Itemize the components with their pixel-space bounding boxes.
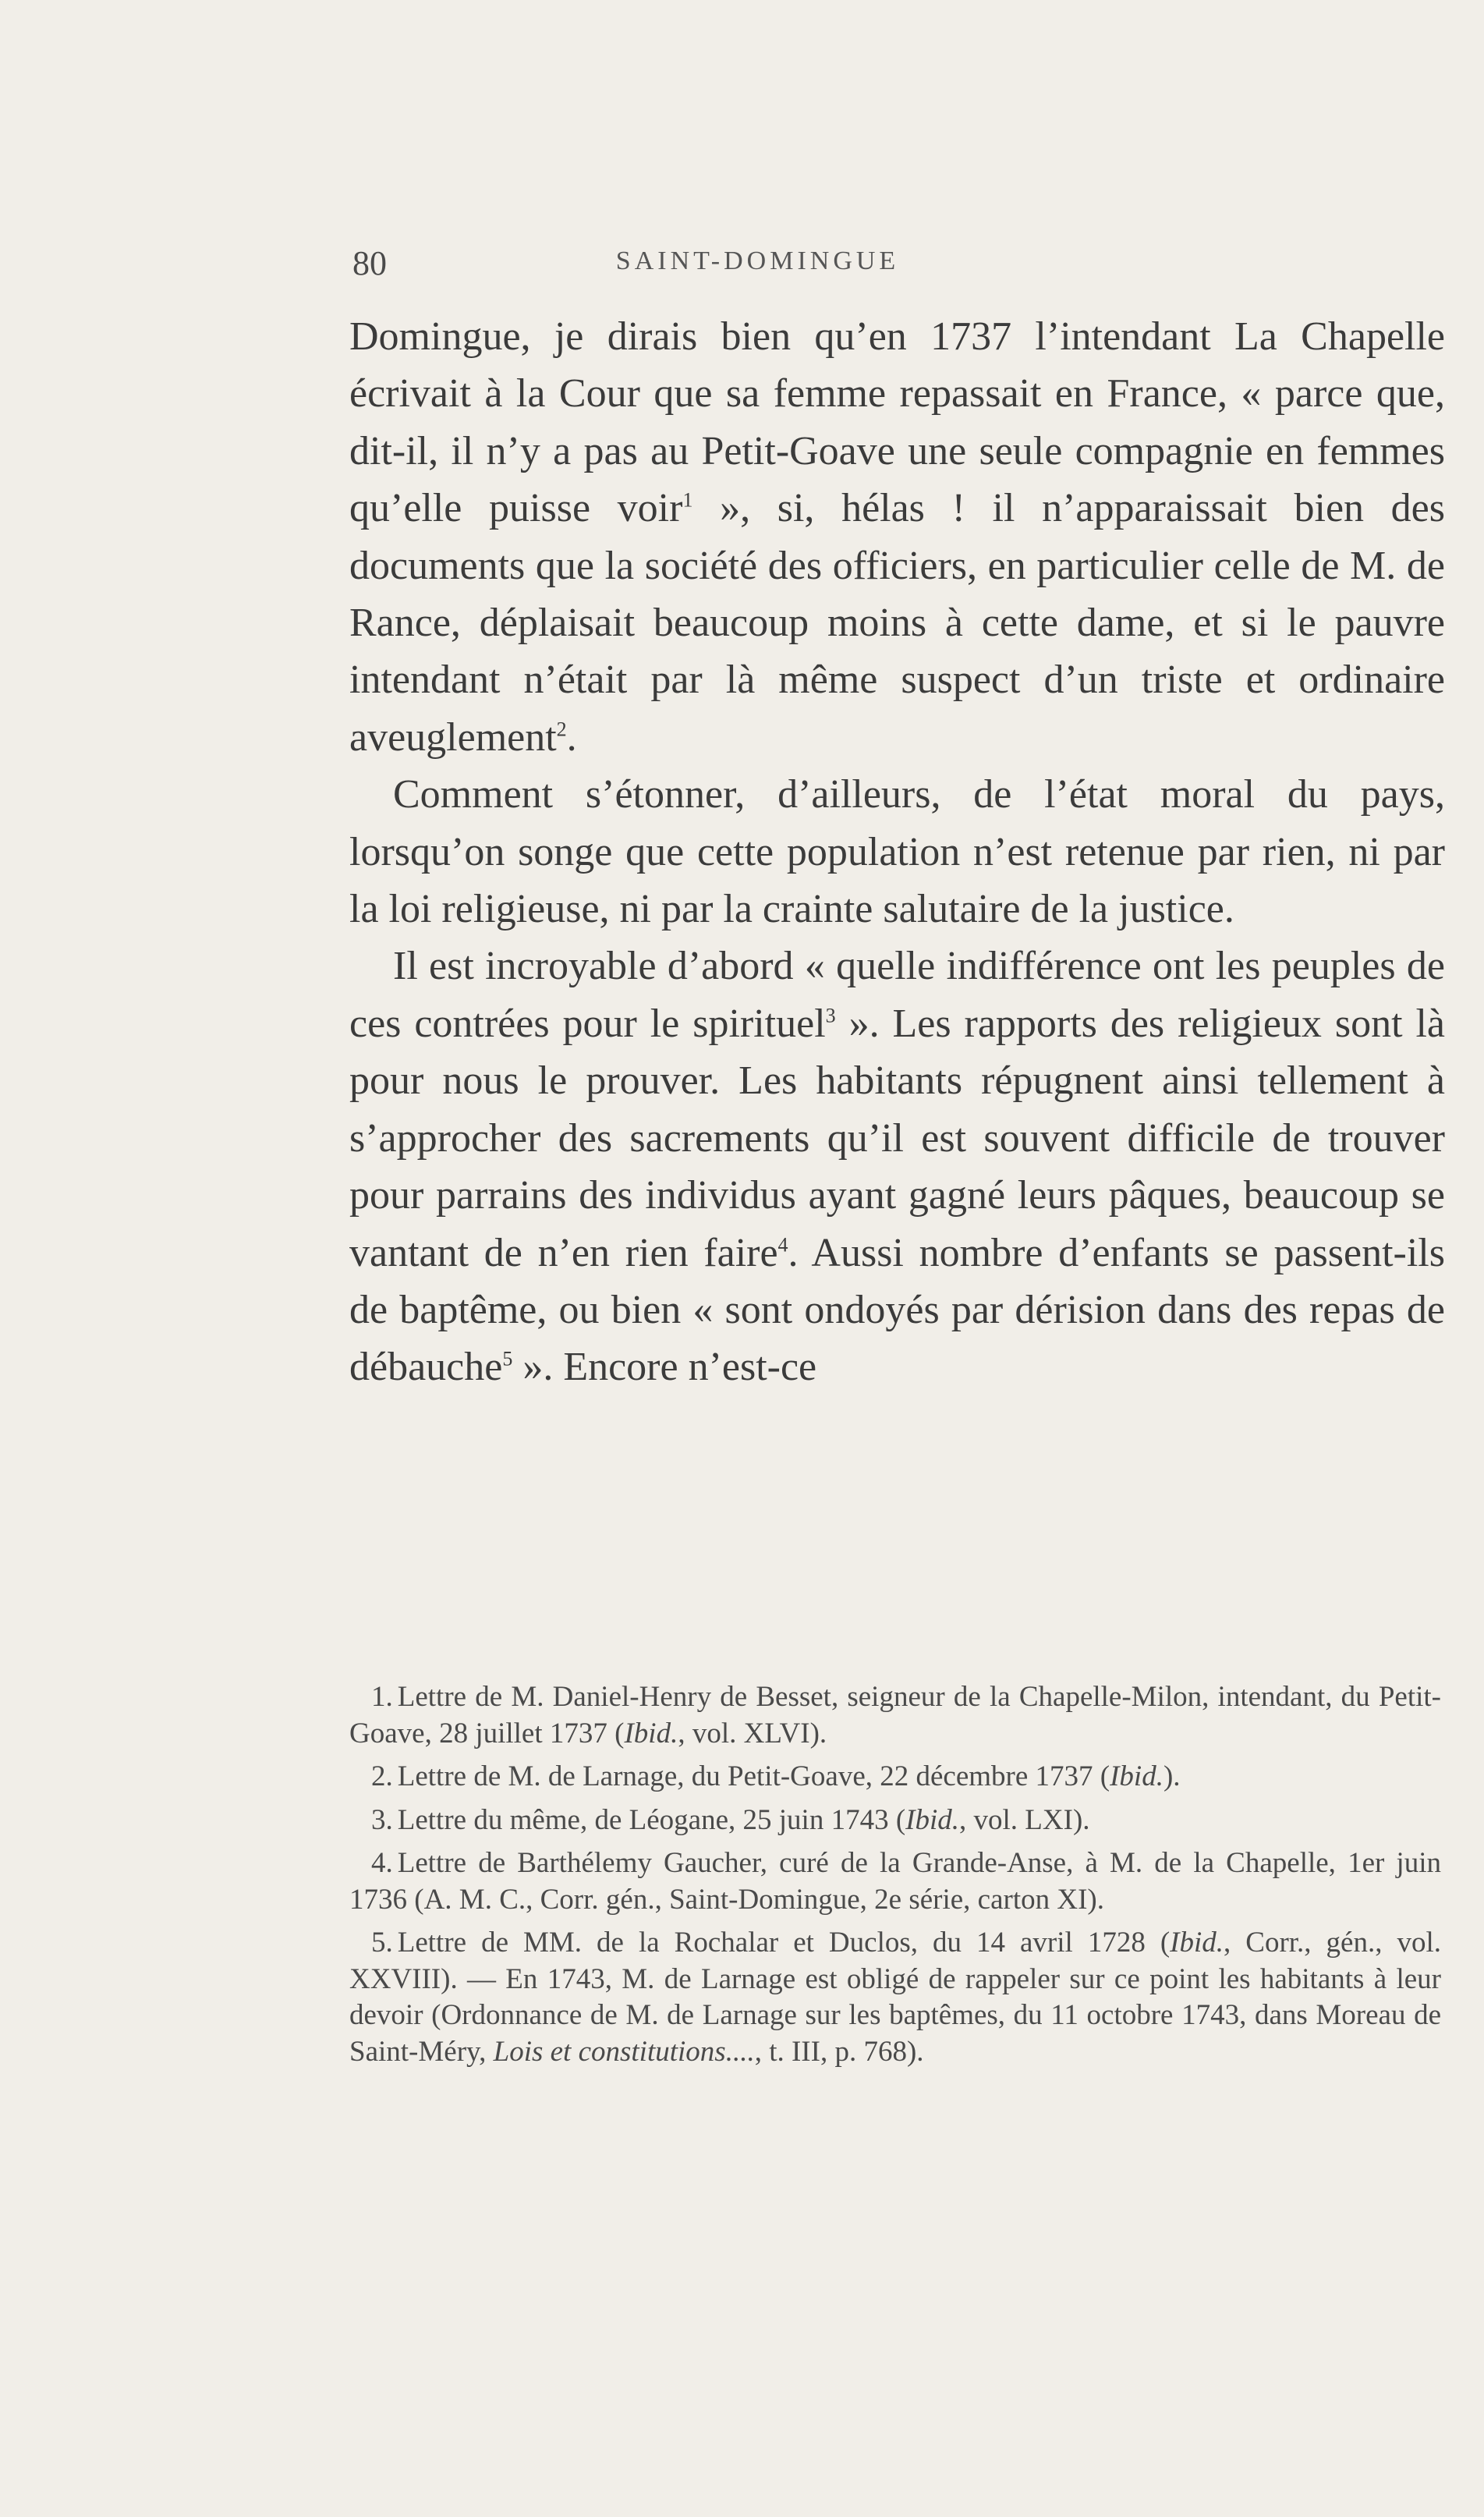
footnote-number: 1. — [371, 1681, 393, 1713]
page-header — [352, 243, 1397, 282]
footnote-text: , Corr., gén., vol. XXVIII). — En 1743, M. de Larnage est obligé de rappeler sur ce point les habitants à leur devoir (Ordonnance de M. de Larnage sur les baptêmes, du 11 octobre 1743, dans Moreau de Saint-Méry, — [349, 1927, 1442, 2068]
footnote-italic-text: Lois et constitutions.... — [493, 2035, 755, 2068]
footnote-reference: 3 — [825, 1004, 836, 1027]
footnote — [349, 1925, 1441, 2070]
footnote-italic-text: Ibid. — [1110, 1760, 1163, 1792]
footnote-text: Lettre de Barthélemy Gaucher, curé de la Grande-Anse, à M. de la Chapelle, 1er juin 1736 (A. M. C., Corr. gén., Saint-Domingue, 2e série, carton XI). — [349, 1847, 1441, 1916]
footnote-reference: 1 — [682, 488, 693, 512]
footnote-italic-text: Ibid. — [624, 1717, 678, 1749]
paragraph-text: . Aussi nombre d’enfants se passent-ils de baptême, ou bien « sont ondoyés par dérision dans des repas de débauche — [349, 1230, 1445, 1390]
footnote-text: Lettre de M. Daniel-Henry de Besset, seigneur de la Chapelle-Milon, intendant, du Petit-Goave, 28 juillet 1737 ( — [349, 1681, 1441, 1749]
footnote — [349, 1803, 1441, 1839]
body-paragraph — [349, 938, 1445, 1395]
footnote — [349, 1679, 1441, 1752]
paragraph-text: Domingue, je dirais bien qu’en 1737 l’intendant La Chapelle écrivait à la Cour que sa femme repassait en France, « parce que, dit-il, il n’y a pas au Petit-Goave une seule compagnie en femmes qu’elle puisse voir — [349, 314, 1445, 531]
footnote-text: Lettre de MM. de la Rochalar et Duclos, du 14 avril 1728 ( — [397, 1927, 1171, 1959]
footnote-text: , vol. LXI). — [959, 1803, 1090, 1836]
footnote-italic-text: Ibid. — [1170, 1927, 1224, 1959]
footnote-text: , vol. XLVI). — [678, 1717, 827, 1749]
footnote-number: 5. — [371, 1927, 393, 1959]
footnote — [349, 1759, 1441, 1796]
body-paragraph — [349, 308, 1445, 766]
paragraph-text: Il est incroyable d’abord « quelle indifférence ont les peuples de ces contrées pour le spirituel — [349, 944, 1445, 1046]
paragraph-text: ». Encore n’est-ce — [512, 1345, 817, 1390]
footnote-text: Lettre de M. de Larnage, du Petit-Goave, 22 décembre 1737 ( — [397, 1760, 1110, 1792]
paragraph-text: ». Les rapports des religieux sont là pour nous le prouver. Les habitants répugnent ainsi tellement à s’approcher des sacrements qu’il est souvent difficile de trouver pour parrains des individus ayant gagné leurs pâques, beaucoup se vantant de n’en rien faire — [349, 1001, 1445, 1275]
footnote-text: Lettre du même, de Léogane, 25 juin 1743 ( — [397, 1803, 906, 1836]
footnote-text: ). — [1163, 1760, 1181, 1792]
footnotes — [349, 1679, 1441, 2077]
footnote-number: 3. — [371, 1803, 393, 1836]
footnote-text: , t. III, p. 768). — [754, 2035, 924, 2068]
footnote-reference: 4 — [777, 1233, 788, 1257]
body-paragraph — [349, 766, 1445, 938]
paragraph-text: . — [566, 714, 577, 760]
footnote-number: 4. — [371, 1847, 393, 1879]
footnote-italic-text: Ibid. — [905, 1803, 960, 1836]
running-title: SAINT-DOMINGUE — [615, 246, 900, 275]
paragraph-text: Comment s’étonner, d’ailleurs, de l’état moral du pays, lorsqu’on songe que cette population n’est retenue par rien, ni par la loi religieuse, ni par la crainte salutaire de la justice. — [349, 772, 1445, 932]
footnote — [349, 1845, 1441, 1918]
paragraph-text: », si, hélas ! il n’apparaissait bien des documents que la société des officiers, en particulier celle de M. de Rance, déplaisait beaucoup moins à cette dame, et si le pauvre intendant n’était par là même suspect d’un triste et ordinaire aveuglement — [349, 486, 1445, 760]
footnote-reference: 5 — [502, 1347, 513, 1370]
page-number: 80 — [352, 244, 387, 282]
footnote-reference: 2 — [556, 718, 567, 741]
body-text — [349, 308, 1445, 1396]
footnote-number: 2. — [371, 1760, 393, 1792]
